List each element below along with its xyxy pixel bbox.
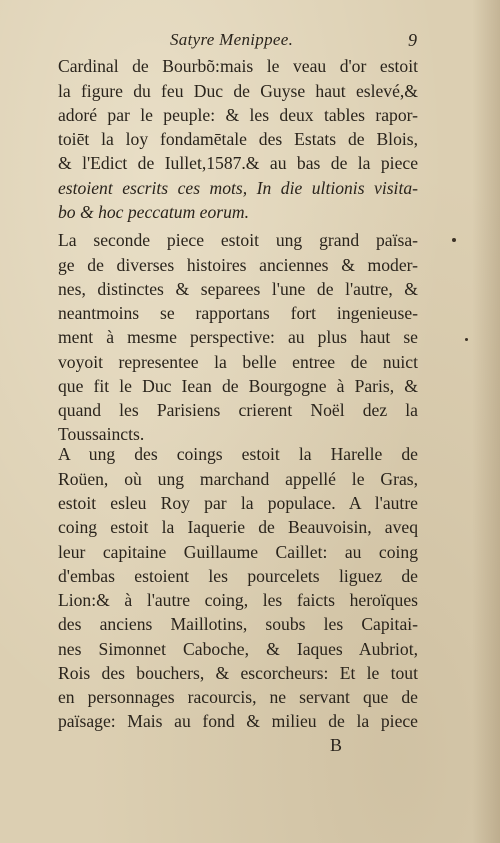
text-line: nes Simonnet Caboche, & Iaques Aubriot,	[58, 639, 418, 659]
ink-speck	[465, 338, 468, 341]
text-line: toiēt la loy fondamētale des Estats de Blois,	[58, 129, 418, 149]
text-line: leur capitaine Guillaume Caillet: au coing	[58, 542, 418, 562]
text-line: Roüen, où ung marchand appellé le Gras,	[58, 469, 418, 489]
text-line: Lion:& à l'autre coing, les faicts heroïques	[58, 590, 418, 610]
text-line: estoit esleu Roy par la populace. A l'autre	[58, 493, 418, 513]
text-line: neantmoins se rapportans fort ingenieuse-	[58, 303, 418, 323]
text-line: Toussaincts.	[58, 424, 145, 444]
text-line: ge de diverses histoires anciennes & moder-	[58, 255, 418, 275]
text-line: quand les Parisiens crierent Noël dez la	[58, 400, 418, 420]
text-line: & l'Edict de Iullet,1587.& au bas de la piece	[58, 153, 418, 173]
text-line: coing estoit la Iaquerie de Beauvoisin, aveq	[58, 517, 418, 537]
text-line: adoré par le peuple: & les deux tables rapor-	[58, 105, 418, 125]
text-line: des anciens Maillotins, soubs les Capitai-	[58, 614, 418, 634]
page-gutter-shadow	[472, 0, 500, 843]
text-line: d'embas estoient les pourcelets liguez de	[58, 566, 418, 586]
text-line: ment à mesme perspective: au plus haut se	[58, 327, 418, 347]
text-line: en personnages racourcis, ne servant que de	[58, 687, 418, 707]
text-line: voyoit representee la belle entree de nuict	[58, 352, 418, 372]
text-line: A ung des coings estoit la Harelle de	[58, 444, 418, 464]
text-line: Cardinal de Bourbõ:mais le veau d'or estoit	[58, 56, 418, 76]
text-line-italic: estoient escrits ces mots, In die ultionis visita-	[58, 178, 418, 198]
text-line-italic: bo & hoc peccatum eorum.	[58, 202, 250, 222]
ink-speck	[452, 238, 456, 242]
text-line: nes, distinctes & separees l'une de l'autre, &	[58, 279, 418, 299]
signature-mark: B	[330, 735, 343, 755]
text-line: païsage: Mais au fond & milieu de la piece	[58, 711, 418, 731]
text-line: Rois des bouchers, & escorcheurs: Et le tout	[58, 663, 418, 683]
running-title: Satyre Menippee.	[170, 30, 294, 49]
page-number: 9	[408, 30, 417, 50]
text-line: la figure du feu Duc de Guyse haut eslevé,&	[58, 81, 418, 101]
text-line: que fit le Duc Iean de Bourgogne à Paris, &	[58, 376, 418, 396]
text-line: La seconde piece estoit ung grand païsa-	[58, 230, 418, 250]
